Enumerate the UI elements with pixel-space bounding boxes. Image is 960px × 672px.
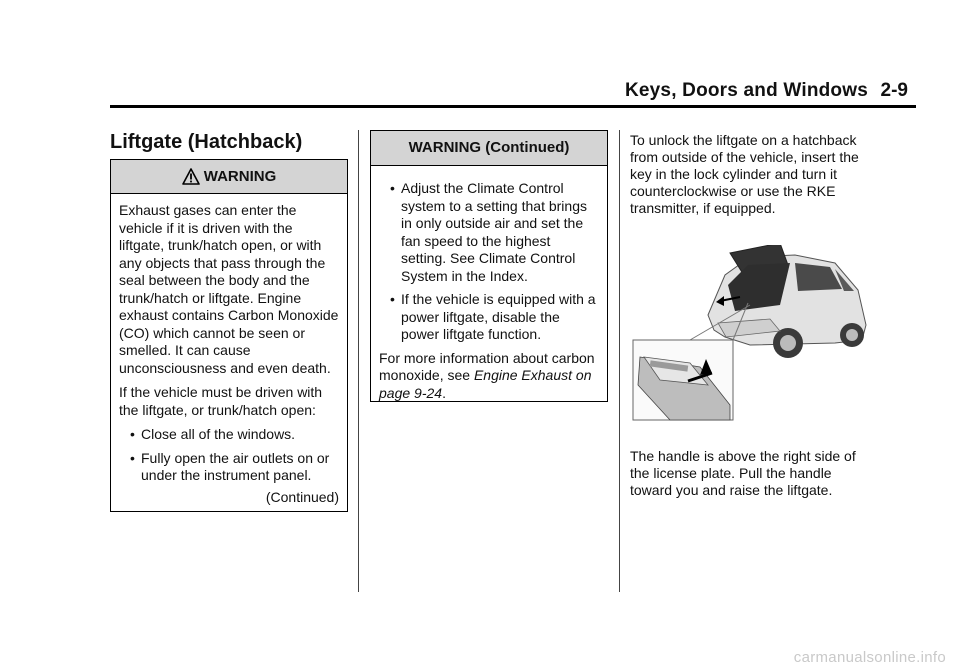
bullet-icon: •	[390, 291, 395, 307]
watermark: carmanualsonline.info	[793, 649, 946, 666]
warning-paragraph: If the vehicle must be driven with the liftgate, or trunk/hatch open:	[119, 384, 323, 418]
warning-continued-body	[371, 166, 607, 415]
continued-label: (Continued)	[265, 488, 339, 505]
right-column-text-bottom	[630, 448, 875, 499]
unlock-instructions: To unlock the liftgate on a hatchback from outside of the vehicle, insert the key in the lock cylinder and turn it counterclockwise or use the RKE transmitter, if equipped.	[630, 132, 859, 216]
warning-continued-heading: WARNING (Continued)	[371, 131, 607, 166]
bullet-icon: •	[390, 180, 395, 196]
bullet-item: • Fully open the air outlets on or under the instrument panel.	[130, 449, 330, 483]
bullet-item: • Close all of the windows.	[130, 426, 296, 442]
section-title: Liftgate (Hatchback)	[110, 131, 303, 153]
bullet-icon: •	[130, 449, 135, 466]
warning-body	[111, 194, 347, 512]
warning-bullet-list	[379, 180, 599, 344]
handle-instructions: The handle is above the right side of the license plate. Pull the handle toward you and raise the liftgate.	[630, 448, 856, 498]
reference-paragraph: For more information about carbon monoxide, see Engine Exhaust on page 9-24.	[379, 349, 595, 401]
warning-heading-label: WARNING	[203, 168, 277, 185]
page-number: 2-9	[880, 80, 908, 101]
warning-bullet-list	[119, 426, 339, 485]
header-rule	[110, 105, 916, 108]
liftgate-illustration	[630, 245, 870, 425]
cross-reference-link[interactable]: Engine Exhaust on page 9-24	[379, 367, 592, 401]
column-divider-left	[358, 130, 359, 592]
bullet-item: • If the vehicle is equipped with a power liftgate, disable the power liftgate function.	[390, 291, 596, 342]
bullet-item: • Adjust the Climate Control system to a setting that brings in only outside air and set the fan speed to the highest setting. See Climate Control System in the Index.	[390, 180, 587, 284]
warning-continued-box	[370, 130, 608, 402]
header-title: Keys, Doors and Windows	[624, 80, 868, 101]
warning-box	[110, 159, 348, 512]
bullet-icon: •	[130, 426, 135, 442]
alert-triangle-icon	[182, 164, 200, 197]
column-divider-right	[619, 130, 620, 592]
warning-heading	[111, 160, 347, 194]
warning-paragraph: Exhaust gases can enter the vehicle if it is driven with the liftgate, trunk/hatch open, or with any objects that pass through the seal between the body and the trunk/hatch or liftgate. Engine exhaust contains Carbon Monoxide (CO) which cannot be seen or smelled. It can cause unconsciousness and even death.	[119, 202, 339, 376]
right-column-text-top	[630, 132, 875, 217]
